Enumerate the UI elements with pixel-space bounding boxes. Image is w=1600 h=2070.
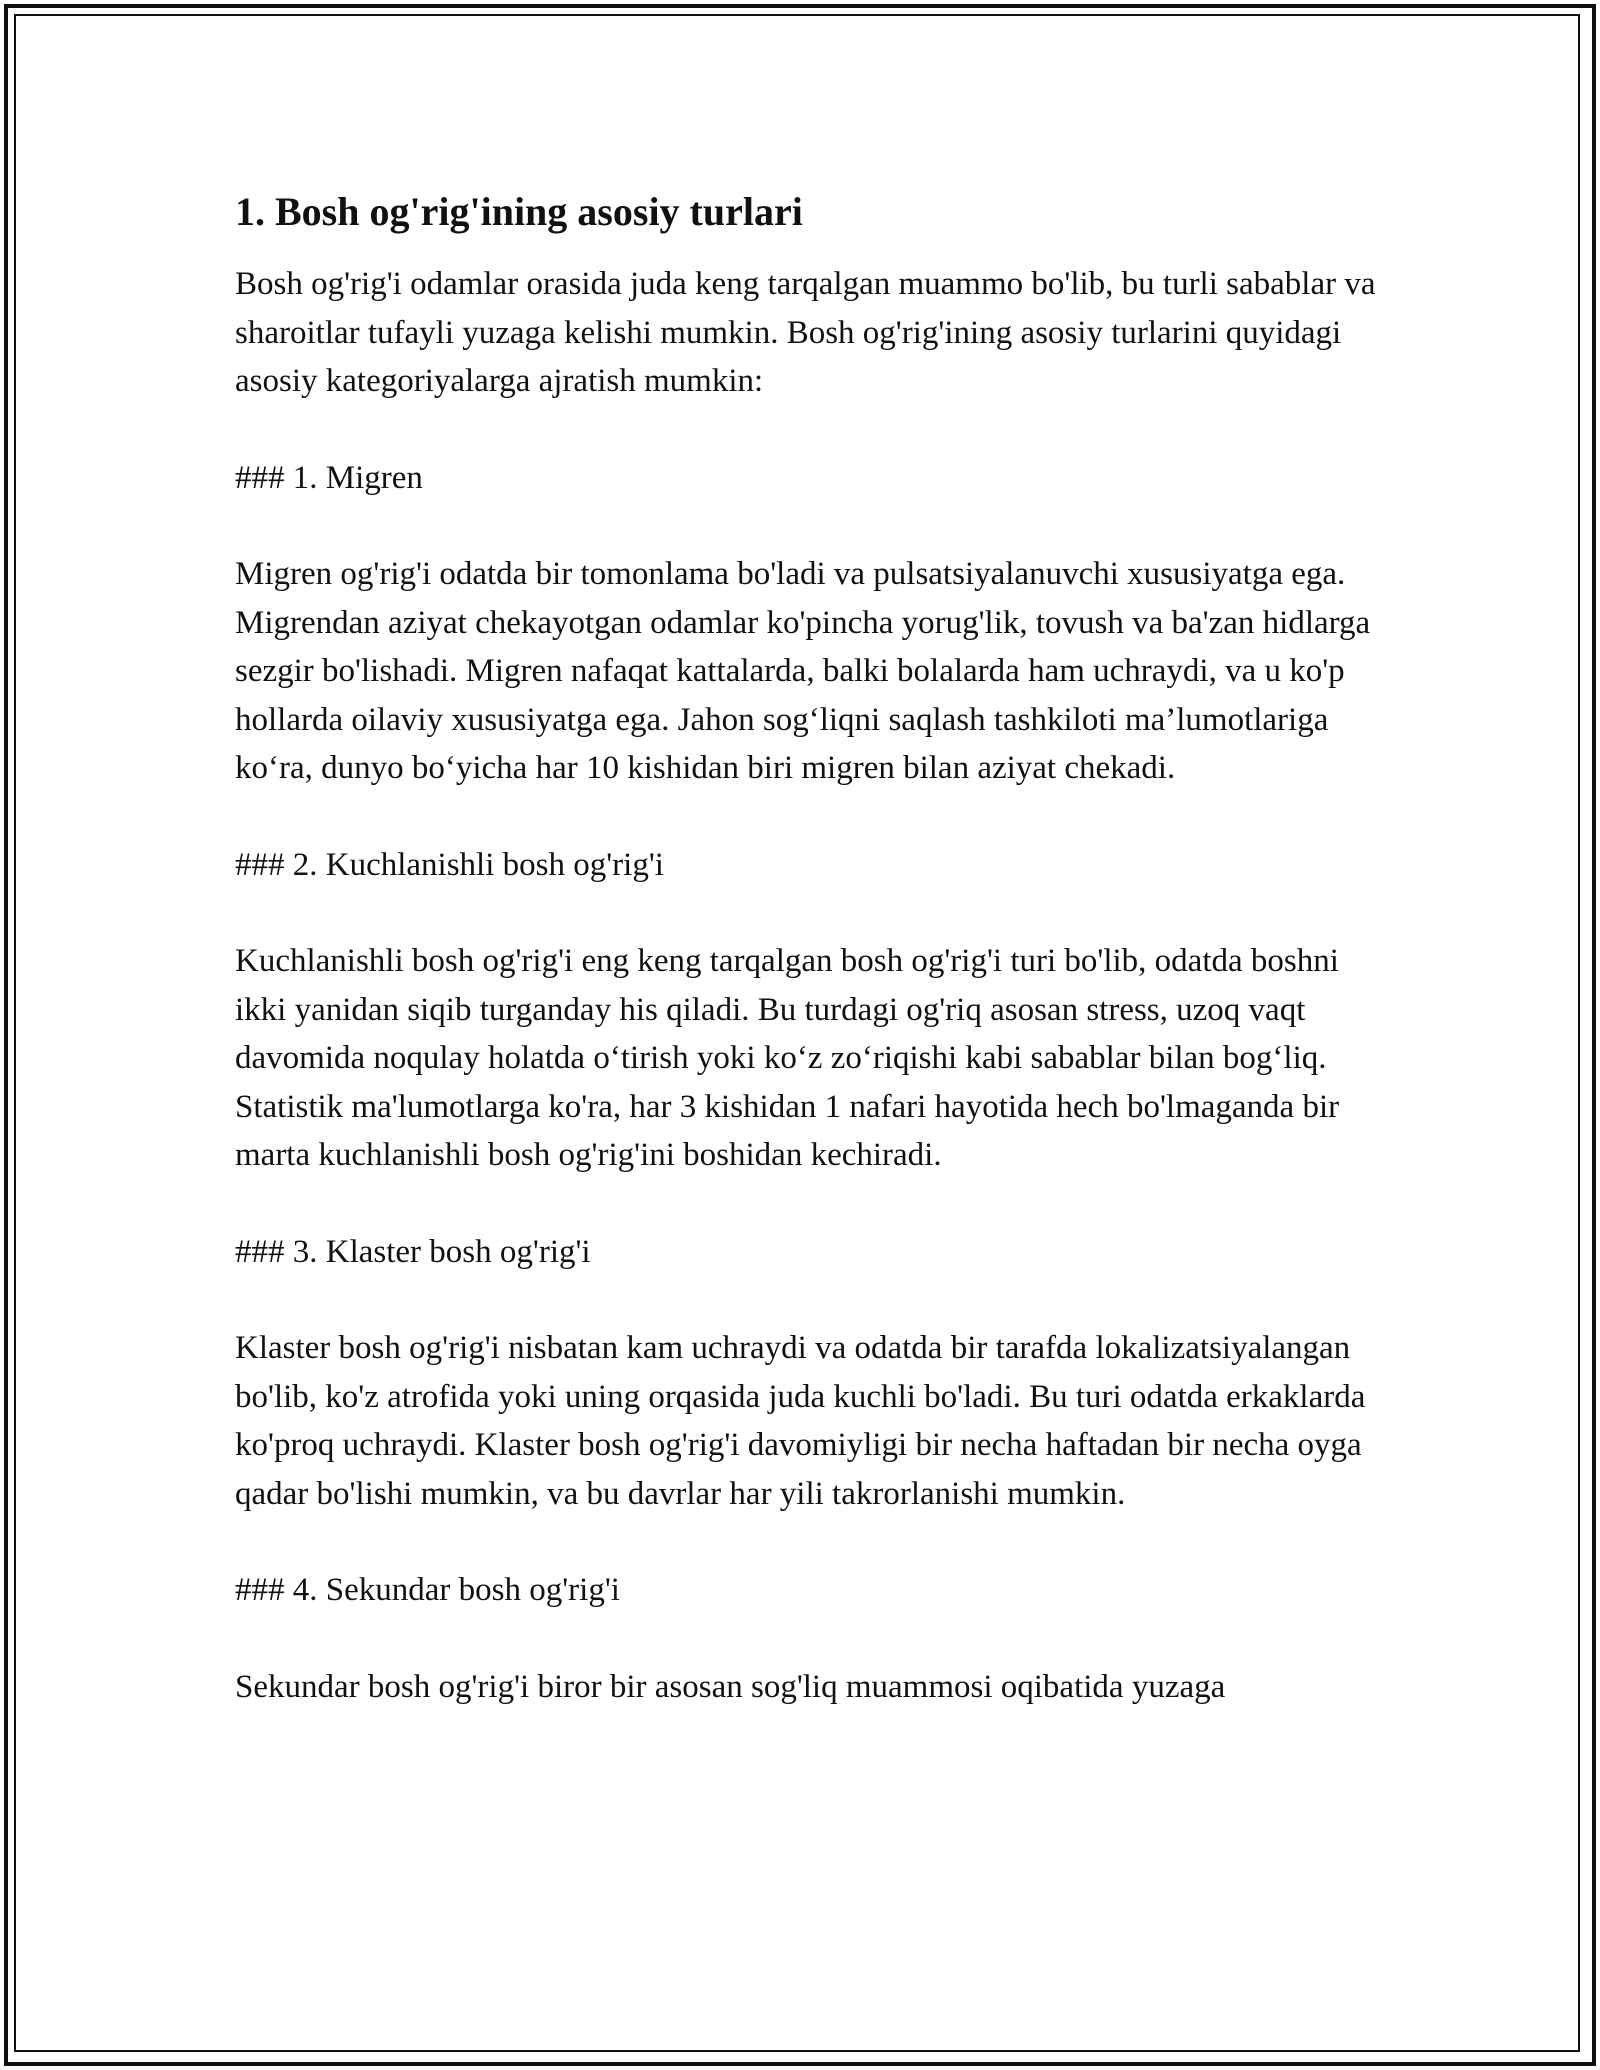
document-body — [235, 184, 1380, 1759]
section-heading-migren: ### 1. Migren — [235, 459, 423, 496]
document-title: 1. Bosh og'rig'ining asosiy turlari — [235, 189, 803, 234]
intro-paragraph: Bosh og'rig'i odamlar orasida juda keng tarqalgan muammo bo'lib, bu turli sabablar va sharoitlar tufayli yuzaga kelishi mumkin. Bosh og'rig'ining asosiy turlarini quyidagi asosiy kategoriyalarga ajratish mumkin: — [235, 266, 1376, 399]
section-heading-klaster: ### 3. Klaster bosh og'rig'i — [235, 1233, 591, 1270]
section-text-migren: Migren og'rig'i odatda bir tomonlama bo'ladi va pulsatsiyalanuvchi xususiyatga ega. Migrendan aziyat chekayotgan odamlar ko'pincha yorug'lik, tovush va ba'zan hidlarga sezgir bo'lishadi. Migren nafaqat kattalarda, balki bolalarda ham uchraydi, va u ko'p hollarda oilaviy xususiyatga ega. Jahon sog‘liqni saqlash tashkiloti ma’lumotlariga ko‘ra, dunyo bo‘yicha har 10 kishidan biri migren bilan aziyat chekadi. — [235, 556, 1371, 786]
section-text-sekundar: Sekundar bosh og'rig'i biror bir asosan sog'liq muammosi oqibatida yuzaga — [235, 1668, 1226, 1705]
section-text-klaster: Klaster bosh og'rig'i nisbatan kam uchraydi va odatda bir tarafda lokalizatsiyalangan bo'lib, ko'z atrofida yoki uning orqasida juda kuchli bo'ladi. Bu turi odatda erkaklarda ko'proq uchraydi. Klaster bosh og'rig'i davomiyligi bir necha haftadan bir necha oyga qadar bo'lishi mumkin, va bu davrlar har yili takrorlanishi mumkin. — [235, 1330, 1366, 1512]
section-text-kuchlanishli: Kuchlanishli bosh og'rig'i eng keng tarqalgan bosh og'rig'i turi bo'lib, odatda boshni ikki yanidan siqib turganday his qiladi. Bu turdagi og'riq asosan stress, uzoq vaqt davomida noqulay holatda o‘tirish yoki ko‘z zo‘riqishi kabi sabablar bilan bog‘liq. Statistik ma'lumotlarga ko'ra, har 3 kishidan 1 nafari hayotida hech bo'lmaganda bir marta kuchlanishli bosh og'rig'ini boshidan kechiradi. — [235, 943, 1340, 1173]
section-heading-sekundar: ### 4. Sekundar bosh og'rig'i — [235, 1572, 620, 1608]
section-heading-kuchlanishli: ### 2. Kuchlanishli bosh og'rig'i — [235, 846, 664, 883]
